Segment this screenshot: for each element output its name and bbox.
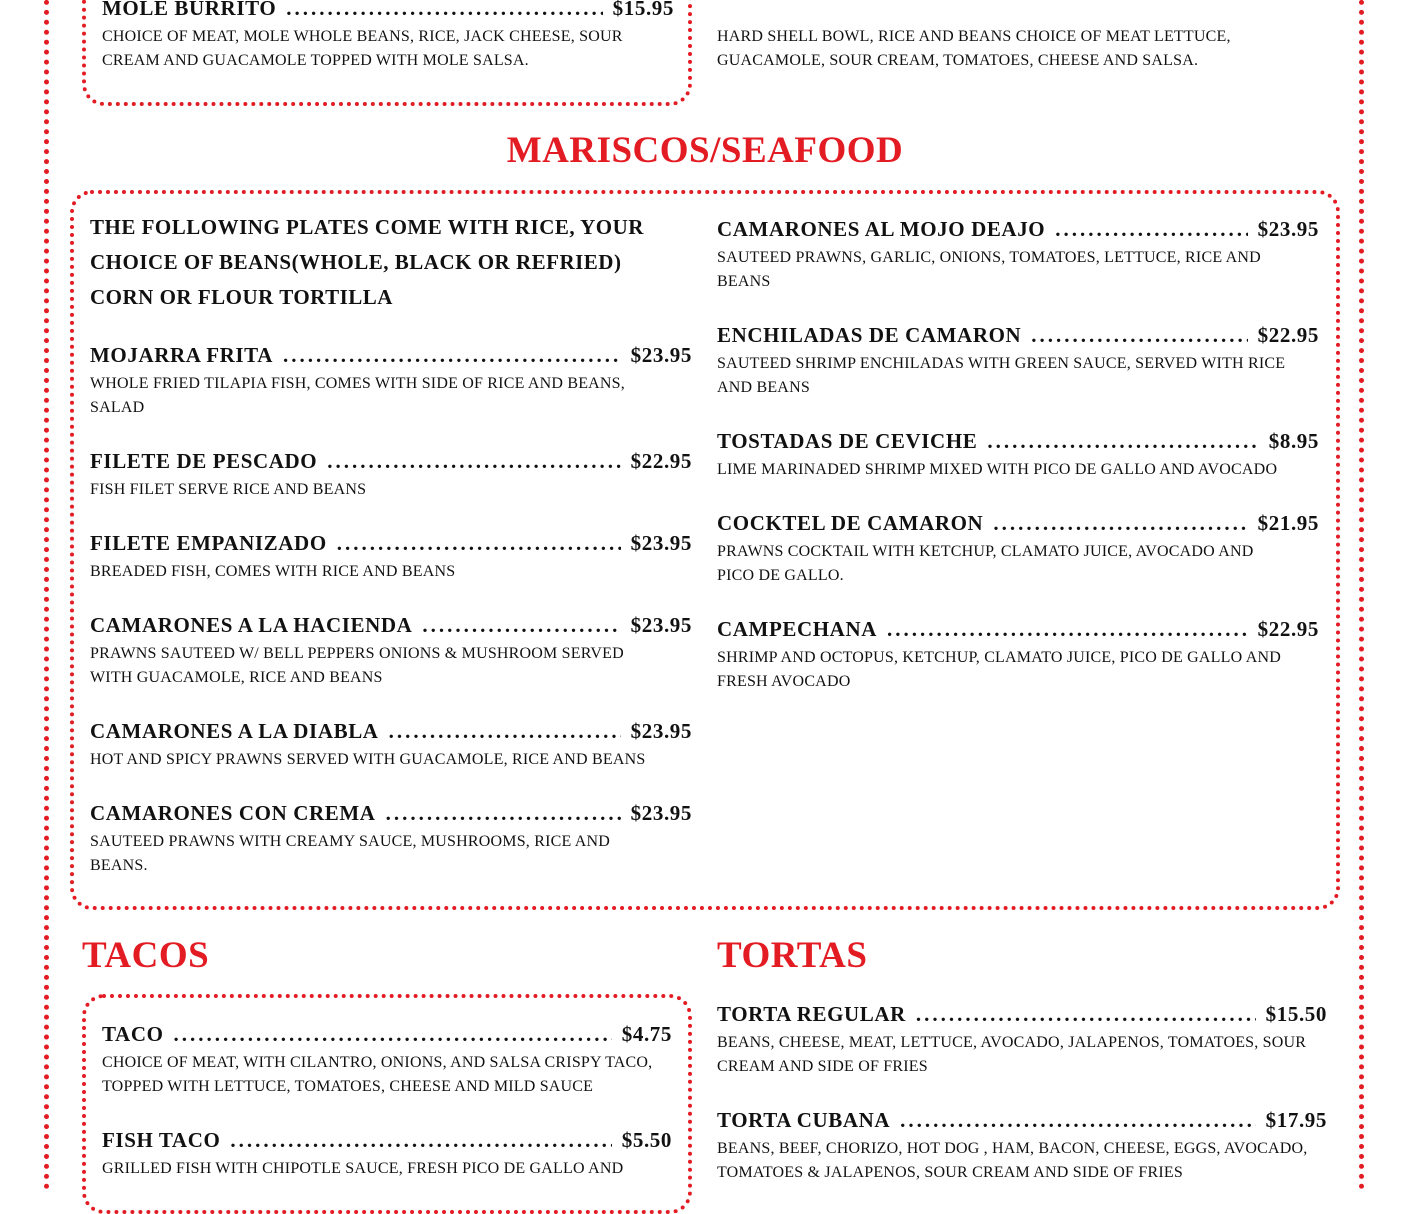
leader-dots [987,429,1258,453]
leader-dots [283,343,621,367]
menu-item-camarones-a-la-diabla [90,719,692,772]
item-name: MOJARRA FRITA [90,343,273,367]
page-border-right [1359,0,1364,1190]
item-description: WHOLE FRIED TILAPIA FISH, COMES WITH SIDE OF RICE AND BEANS, SALAD [90,375,625,416]
item-name: CAMPECHANA [717,617,877,641]
item-description: BEANS, CHEESE, MEAT, LETTUCE, AVOCADO, JALAPENOS, TOMATOES, SOUR CREAM AND SIDE OF FRIES [717,1034,1307,1075]
leader-dots [916,1002,1256,1026]
item-name: MOLE BURRITO [102,0,277,20]
menu-item-mojarra-frita [90,343,692,420]
item-price: $5.50 [621,1128,672,1152]
item-description: SAUTEED PRAWNS, GARLIC, ONIONS, TOMATOES, LETTUCE, RICE AND BEANS [717,249,1261,290]
item-name: CAMARONES CON CREMA [90,801,376,825]
menu-item-fish-taco [102,1128,672,1181]
menu-item-camarones-al-mojo-deajo [717,217,1319,294]
leader-dots [1055,217,1247,241]
leader-dots [230,1128,611,1152]
item-price: $4.75 [621,1022,672,1046]
item-description: SHRIMP AND OCTOPUS, KETCHUP, CLAMATO JUICE, PICO DE GALLO AND FRESH AVOCADO [717,649,1281,690]
menu-item-mole-burrito [102,0,674,73]
item-description: HARD SHELL BOWL, RICE AND BEANS CHOICE OF MEAT LETTUCE, GUACAMOLE, SOUR CREAM, TOMATOES, CHEESE AND SALSA. [717,28,1231,69]
item-description: HOT AND SPICY PRAWNS SERVED WITH GUACAMOLE, RICE AND BEANS [90,751,646,768]
page-border-left [44,0,49,1190]
item-description: GRILLED FISH WITH CHIPOTLE SAUCE, FRESH PICO DE GALLO AND [102,1160,624,1177]
leader-dots [327,449,620,473]
item-price: $22.95 [630,449,692,473]
item-price: $21.95 [1257,511,1319,535]
item-name: TOSTADAS DE CEVICHE [717,429,978,453]
leader-dots [887,617,1248,641]
leader-dots [389,719,621,743]
item-name: CAMARONES A LA HACIENDA [90,613,413,637]
item-price: $23.95 [1257,217,1319,241]
item-price: $23.95 [630,801,692,825]
menu-item-torta-cubana [717,1108,1327,1185]
item-name: FISH TACO [102,1128,221,1152]
item-name: TORTA REGULAR [717,1002,906,1026]
section-title-tacos: TACOS [82,935,210,976]
menu-item-top-right [717,0,1277,73]
item-price: $22.95 [1257,323,1319,347]
leader-dots [422,613,620,637]
item-description: SAUTEED PRAWNS WITH CREAMY SAUCE, MUSHROOMS, RICE AND BEANS. [90,833,611,874]
item-name: ENCHILADAS DE CAMARON [717,323,1022,347]
leader-dots [286,0,602,20]
menu-item-cocktel-de-camaron [717,511,1319,588]
menu-item-camarones-a-la-hacienda [90,613,692,690]
item-price: $23.95 [630,531,692,555]
item-price: $17.95 [1265,1108,1327,1132]
item-description: BEANS, BEEF, CHORIZO, HOT DOG , HAM, BACON, CHEESE, EGGS, AVOCADO, TOMATOES & JALAPENOS, SOUR CREAM AND SIDE OF FRIES [717,1140,1308,1181]
leader-dots [1031,323,1247,347]
item-name: COCKTEL DE CAMARON [717,511,984,535]
menu-item-tostadas-de-ceviche [717,429,1319,482]
item-price: $15.95 [612,0,674,20]
item-name: CAMARONES A LA DIABLA [90,719,379,743]
item-price: $23.95 [630,613,692,637]
item-name: FILETE EMPANIZADO [90,531,327,555]
menu-item-filete-de-pescado [90,449,692,502]
item-description: PRAWNS COCKTAIL WITH KETCHUP, CLAMATO JUICE, AVOCADO AND PICO DE GALLO. [717,543,1254,584]
item-description: FISH FILET SERVE RICE AND BEANS [90,481,367,498]
section-title-seafood: MARISCOS/SEAFOOD [506,130,904,171]
item-price: $15.50 [1265,1002,1327,1026]
item-name: FILETE DE PESCADO [90,449,318,473]
item-price: $22.95 [1257,617,1319,641]
leader-dots [174,1022,612,1046]
item-price: $23.95 [630,719,692,743]
item-description: LIME MARINADED SHRIMP MIXED WITH PICO DE GALLO AND AVOCADO [717,461,1278,478]
item-description: CHOICE OF MEAT, WITH CILANTRO, ONIONS, AND SALSA CRISPY TACO, TOPPED WITH LETTUCE, TOMATOES, CHEESE AND MILD SAUCE [102,1054,653,1095]
leader-dots [386,801,621,825]
menu-item-camarones-con-crema [90,801,692,878]
item-description: SAUTEED SHRIMP ENCHILADAS WITH GREEN SAUCE, SERVED WITH RICE AND BEANS [717,355,1286,396]
item-name: CAMARONES AL MOJO DEAJO [717,217,1046,241]
item-description: CHOICE OF MEAT, MOLE WHOLE BEANS, RICE, JACK CHEESE, SOUR CREAM AND GUACAMOLE TOPPED WITH MOLE SALSA. [102,28,623,69]
leader-dots [337,531,621,555]
menu-item-enchiladas-de-camaron [717,323,1319,400]
menu-item-campechana [717,617,1319,694]
item-description: PRAWNS SAUTEED W/ BELL PEPPERS ONIONS & MUSHROOM SERVED WITH GUACAMOLE, RICE AND BEANS [90,645,624,686]
item-description: BREADED FISH, COMES WITH RICE AND BEANS [90,563,456,580]
menu-item-filete-empanizado [90,531,692,584]
seafood-note: THE FOLLOWING PLATES COME WITH RICE, YOUR CHOICE OF BEANS(WHOLE, BLACK OR REFRIED) CORN OR FLOUR TORTILLA [90,215,644,309]
section-title-tortas: TORTAS [717,935,868,976]
leader-dots [900,1108,1256,1132]
leader-dots [993,511,1247,535]
item-name: TACO [102,1022,164,1046]
menu-item-taco [102,1022,672,1099]
item-price: $8.95 [1268,429,1319,453]
menu-item-torta-regular [717,1002,1327,1079]
item-name: TORTA CUBANA [717,1108,891,1132]
item-price: $23.95 [630,343,692,367]
